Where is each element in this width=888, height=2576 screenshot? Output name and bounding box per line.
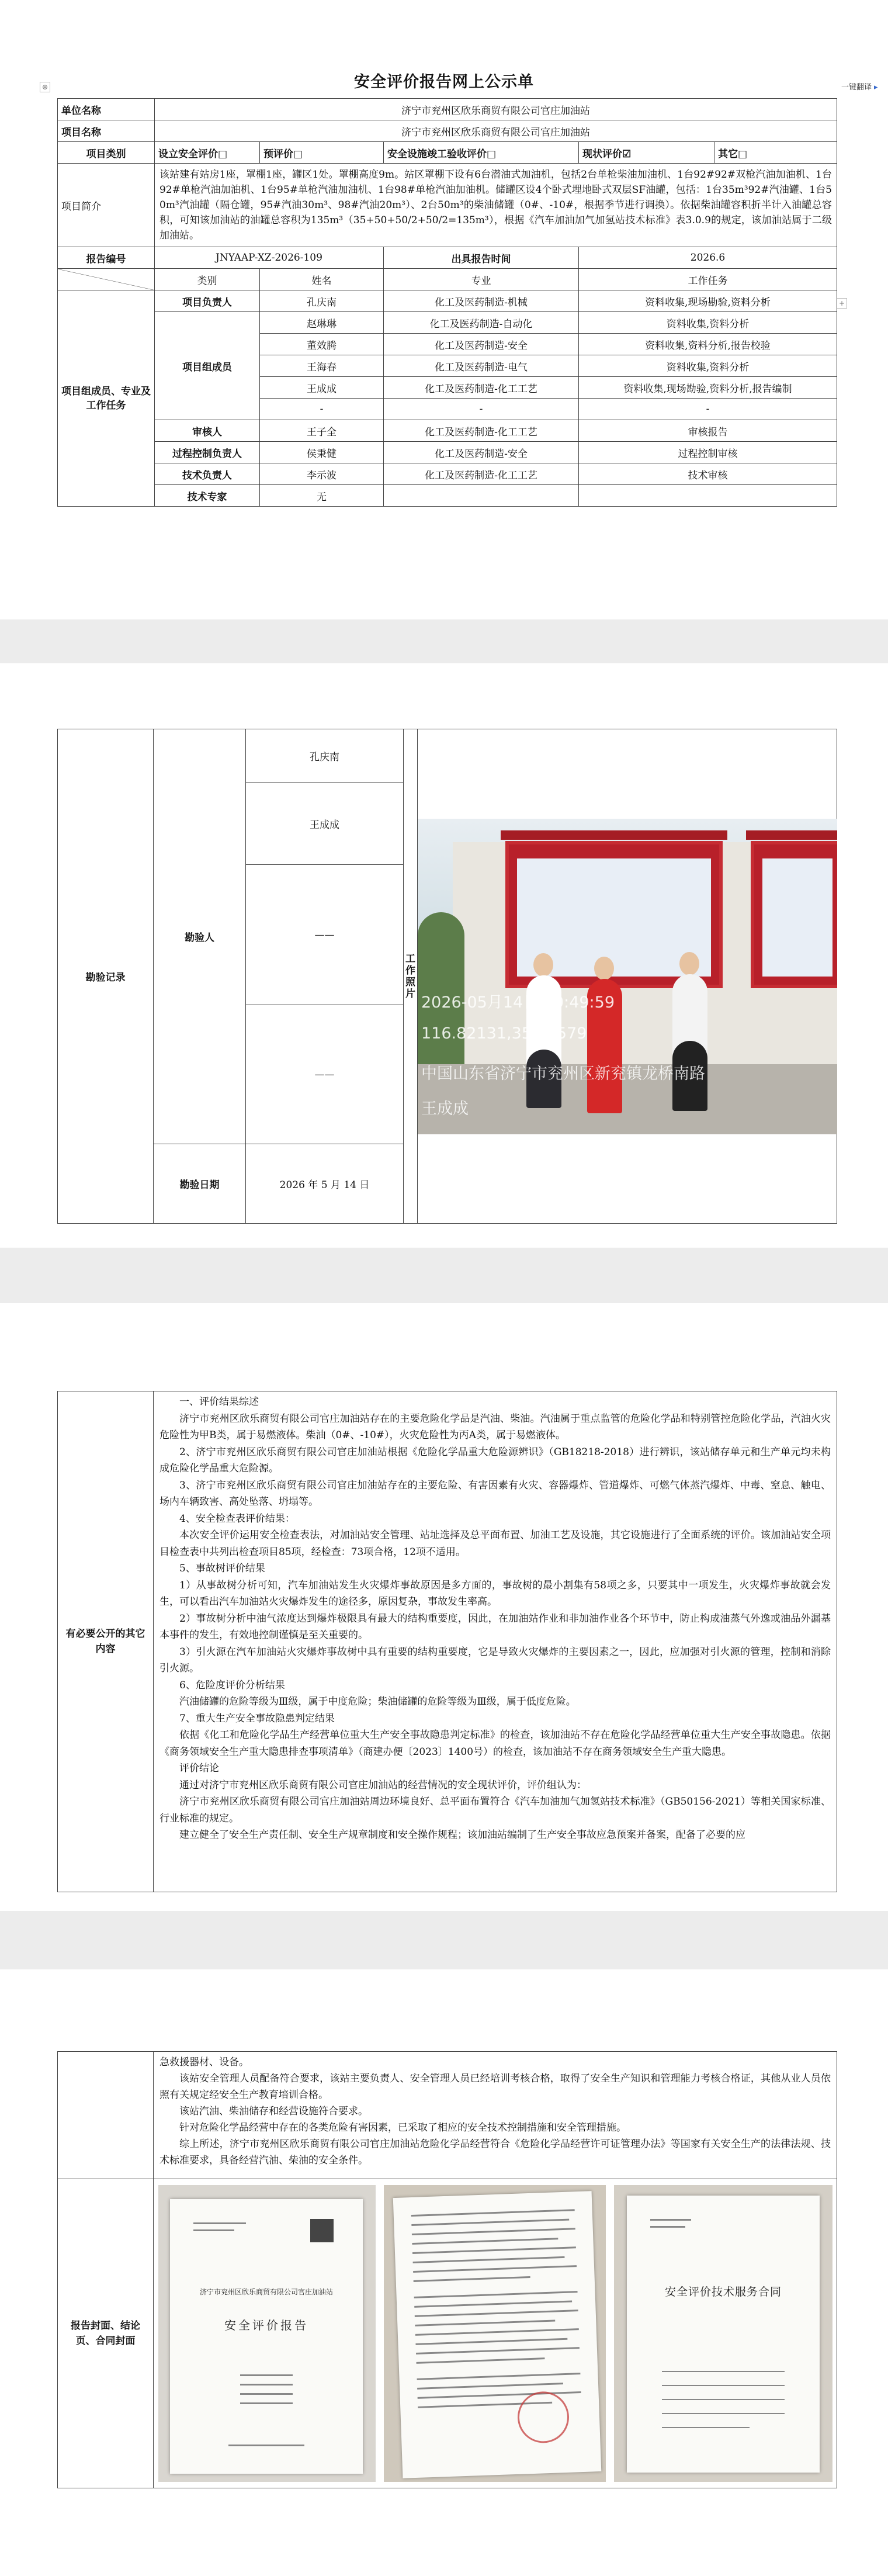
project-label: 项目名称	[58, 120, 155, 142]
member-major: 化工及医药制造-自动化	[384, 312, 579, 334]
survey-date-label: 勘验日期	[154, 1144, 246, 1224]
summary-paragraph: 通过对济宁市兖州区欣乐商贸有限公司官庄加油站的经营情况的安全现状评价，评价组认为：	[179, 1779, 587, 1791]
type-option: 安全设施竣工验收评价□	[384, 142, 579, 164]
type-option: 其它□	[714, 142, 837, 164]
photo-watermark: 116.82131,35.53579	[421, 1024, 587, 1043]
continued-label-cell	[58, 2052, 154, 2179]
role-process-control: 过程控制负责人	[155, 442, 260, 463]
summary-paragraph: 依据《化工和危险化学品生产经营单位重大生产安全事故隐患判定标准》的检查，该加油站不存在危险化学品经营单位重大生产安全事故隐患。依据《商务领域安全生产重大隐患排查事项清单》（商建办便〔2023〕1400号）的检查，该加油站不存在商务领域安全生产重大隐患。	[159, 1729, 831, 1758]
photo-watermark: 王成成	[421, 1099, 469, 1118]
photo-watermark: 2026-05月14日 10:49:59	[421, 993, 615, 1012]
evaluation-summary	[154, 1391, 837, 1892]
col-header-category: 类别	[155, 269, 260, 290]
summary-paragraph: 6、危险度评价分析结果	[179, 1679, 285, 1691]
page-3	[0, 1303, 888, 1911]
report-no-value: JNYAAP-XZ-2026-109	[155, 247, 384, 269]
member-name: 侯秉健	[260, 442, 384, 463]
role-tech-head: 技术负责人	[155, 463, 260, 485]
cover-company: 济宁市兖州区欣乐商贸有限公司官庄加油站	[199, 2288, 333, 2296]
summary-paragraph: 5、事故树评价结果	[179, 1563, 265, 1574]
translate-arrow-icon: ▸	[874, 83, 878, 92]
project-value: 济宁市兖州区欣乐商贸有限公司官庄加油站	[155, 120, 837, 142]
other-content-label: 有必要公开的其它内容	[58, 1391, 154, 1892]
surveyor-name: ——	[246, 1005, 404, 1144]
seal-stamp	[516, 2391, 570, 2444]
conclusion-paragraph: 该站汽油、柴油储存和经营设施符合要求。	[179, 2106, 368, 2117]
intro-text: 该站建有站房1座，罩棚1座，罐区1处。罩棚高度9m。站区罩棚下设有6台潜油式加油机，包括2台单枪柴油加油机、1台92#92#双枪汽油加油机、1台92#单枪汽油加油机、1台95#单枪汽油加油机、1台98#单枪汽油加油机。储罐区设4个卧式埋地卧式双层SF油罐，包括：1台35m³92#汽油罐、1台50m³汽油罐（隔仓罐，95#汽油30m³、98#汽油20m³）、2台50m³的柴油储罐（0#、-10#，根据季节进行调换）。依据柴油罐容积折半计入油罐总容积，可知该加油站的油罐总容积为135m³（35+50+50/2+50/2=135m³），根据《汽车加油加气加氢站技术标准》表3.0.9的规定，该加油站属于二级加油站。	[155, 164, 837, 247]
summary-paragraph: 本次安全评价运用安全检查表法，对加油站安全管理、站址选择及总平面布置、加油工艺及设施，其它设施进行了全面系统的评价。该加油站安全项目检查表中共列出检查项目85项，经检查：73项合格，12项不适用。	[159, 1529, 831, 1558]
conclusion-table	[57, 2051, 837, 2488]
member-name: 董效腾	[260, 334, 384, 355]
member-task: 资料收集,现场勘验,资料分析	[579, 290, 837, 312]
bulletin-board	[751, 841, 837, 988]
summary-paragraph: 建立健全了安全生产责任制、安全生产规章制度和安全操作规程；该加油站编制了生产安全事故应急预案并备案，配备了必要的应	[179, 1829, 745, 1841]
photo-watermark: 中国山东省济宁市兖州区新兖镇龙桥南路	[421, 1064, 705, 1083]
conclusion-paragraph: 针对危险化学品经营中存在的各类危险有害因素，已采取了相应的安全技术控制措施和安全管理措施。	[179, 2122, 626, 2134]
member-major: 化工及医药制造-机械	[384, 290, 579, 312]
surveyor-name: 孔庆南	[246, 729, 404, 783]
photo-cell	[418, 729, 837, 1224]
member-task: 资料收集,资料分析	[579, 312, 837, 334]
member-name: 孔庆南	[260, 290, 384, 312]
type-option: 现状评价☑	[579, 142, 714, 164]
photo-label: 工作照片	[404, 729, 418, 1224]
cover-label: 报告封面、结论页、合同封面	[58, 2179, 154, 2488]
summary-paragraph: 1）从事故树分析可知，汽车加油站发生火灾爆炸事故原因是多方面的，事故树的最小割集有58项之多，只要其中一项发生，火灾爆炸事故就会发生，可以看出汽车加油站火灾爆炸发生的途径多，原因复杂，事故发生率高。	[159, 1579, 831, 1608]
member-task: 资料收集,资料分析,报告校验	[579, 334, 837, 355]
type-label: 项目类别	[58, 142, 155, 164]
member-name: 无	[260, 485, 384, 507]
type-option: 设立安全评价□	[155, 142, 260, 164]
surveyor-name: 王成成	[246, 783, 404, 865]
unit-value: 济宁市兖州区欣乐商贸有限公司官庄加油站	[155, 99, 837, 120]
role-expert: 技术专家	[155, 485, 260, 507]
summary-paragraph: 汽油储罐的危险等级为Ⅲ级，属于中度危险；柴油储罐的危险等级为Ⅲ级，属于低度危险。	[179, 1696, 576, 1708]
add-row-icon[interactable]: +	[837, 298, 847, 309]
info-table	[57, 98, 837, 507]
summary-paragraph: 评价结论	[179, 1763, 219, 1774]
member-name: 王成成	[260, 377, 384, 399]
diagonal-header-cell	[58, 269, 155, 290]
role-reviewer: 审核人	[155, 420, 260, 442]
summary-paragraph: 2）事故树分析中油气浓度达到爆炸极限具有最大的结构重要度，因此，在加油站作业和非加油作业各个环节中，防止构成油蒸气外逸或油品外漏基本事件的发生，有效地控制谨慎是至关重要的。	[159, 1612, 831, 1641]
col-header-name: 姓名	[260, 269, 384, 290]
conclusion-paragraph: 综上所述，济宁市兖州区欣乐商贸有限公司官庄加油站危险化学品经营符合《危险化学品经营许可证管理办法》等国家有关安全生产的法律法规、技术标准要求，具备经营汽油、柴油的安全条件。	[159, 2138, 831, 2166]
record-label: 勘验记录	[58, 729, 154, 1224]
summary-paragraph: 一、评价结果综述	[179, 1396, 259, 1408]
contract-cover-photo	[614, 2185, 832, 2482]
surveyor-label: 勘验人	[154, 729, 246, 1144]
member-name: 赵琳琳	[260, 312, 384, 334]
cover-title: 安全评价报告	[224, 2318, 308, 2332]
member-task: 资料收集,资料分析	[579, 355, 837, 377]
member-task	[579, 485, 837, 507]
survey-date-value: 2026 年 5 月 14 日	[246, 1144, 404, 1224]
group-label: 项目组成员、专业及工作任务	[58, 290, 155, 507]
contract-title: 安全评价技术服务合同	[664, 2286, 782, 2298]
intro-label: 项目简介	[58, 164, 155, 247]
issue-date-value: 2026.6	[579, 247, 837, 269]
page-2	[0, 663, 888, 1248]
summary-paragraph: 2、济宁市兖州区欣乐商贸有限公司官庄加油站根据《危险化学品重大危险源辨识》（GB18218-2018）进行辨识，该站储存单元和生产单元均未构成危险化学品重大危险源。	[159, 1446, 831, 1474]
member-task: 审核报告	[579, 420, 837, 442]
member-name: 王海春	[260, 355, 384, 377]
page-title: 安全评价报告网上公示单	[354, 73, 534, 91]
col-header-major: 专业	[384, 269, 579, 290]
page-4	[0, 1969, 888, 2576]
member-task: 资料收集,现场勘验,资料分析,报告编制	[579, 377, 837, 399]
summary-paragraph: 4、安全检查表评价结果：	[179, 1512, 295, 1525]
work-photo	[418, 819, 837, 1134]
conclusion-page-photo	[384, 2185, 606, 2482]
role-leader: 项目负责人	[155, 290, 260, 312]
member-major: 化工及医药制造-安全	[384, 334, 579, 355]
member-major	[384, 485, 579, 507]
summary-paragraph: 3、济宁市兖州区欣乐商贸有限公司官庄加油站存在的主要危险、有害因素有火灾、容器爆炸、管道爆炸、可燃气体蒸汽爆炸、中毒、窒息、触电、场内车辆致害、高处坠落、坍塌等。	[159, 1479, 831, 1508]
unit-label: 单位名称	[58, 99, 155, 120]
member-name: -	[260, 399, 384, 420]
page-1	[0, 0, 888, 619]
member-name: 李示波	[260, 463, 384, 485]
report-cover-photo	[158, 2185, 376, 2482]
member-major: -	[384, 399, 579, 420]
member-task: 技术审核	[579, 463, 837, 485]
member-major: 化工及医药制造-电气	[384, 355, 579, 377]
issue-date-label: 出具报告时间	[384, 247, 579, 269]
member-major: 化工及医药制造-化工工艺	[384, 377, 579, 399]
col-header-task: 工作任务	[579, 269, 837, 290]
survey-table	[57, 729, 837, 1224]
member-major: 化工及医药制造-安全	[384, 442, 579, 463]
translate-button[interactable]: 一键翻译 ▸	[841, 83, 878, 92]
conclusion-text	[154, 2052, 837, 2179]
report-no-label: 报告编号	[58, 247, 155, 269]
summary-paragraph: 7、重大生产安全事故隐患判定结果	[179, 1712, 335, 1725]
member-major: 化工及医药制造-化工工艺	[384, 463, 579, 485]
summary-paragraph: 3）引火源在汽车加油站火灾爆炸事故树中具有重要的结构重要度，它是导致火灾爆炸的主要因素之一，因此，应加强对引火源的管理，控制和消除引火源。	[159, 1646, 831, 1674]
role-members: 项目组成员	[155, 312, 260, 420]
member-task: 过程控制审核	[579, 442, 837, 463]
conclusion-paragraph: 急救援器材、设备。	[159, 2056, 249, 2068]
member-major: 化工及医药制造-化工工艺	[384, 420, 579, 442]
other-content-table	[57, 1391, 837, 1892]
summary-paragraph: 济宁市兖州区欣乐商贸有限公司官庄加油站周边环境良好、总平面布置符合《汽车加油加气加氢站技术标准》（GB50156-2021）等相关国家标准、行业标准的规定。	[159, 1796, 831, 1824]
member-name: 王子全	[260, 420, 384, 442]
summary-paragraph: 济宁市兖州区欣乐商贸有限公司官庄加油站存在的主要危险化学品是汽油、柴油。汽油属于重点监管的危险化学品和特别管控危险化学品，汽油火灾危险性为甲B类，属于易燃液体。柴油（0#、-10#），火灾危险性为丙A类，属于易燃液体。	[159, 1412, 831, 1441]
conclusion-paragraph: 该站安全管理人员配备符合要求，该站主要负责人、安全管理人员已经培训考核合格，取得了安全生产知识和管理能力考核合格证，其他从业人员依照有关规定经安全生产教育培训合格。	[159, 2073, 831, 2101]
surveyor-name: ——	[246, 865, 404, 1005]
member-task: -	[579, 399, 837, 420]
move-handle-icon[interactable]: ⊕	[40, 82, 50, 92]
type-option: 预评价□	[260, 142, 384, 164]
cover-images-cell	[154, 2179, 837, 2488]
